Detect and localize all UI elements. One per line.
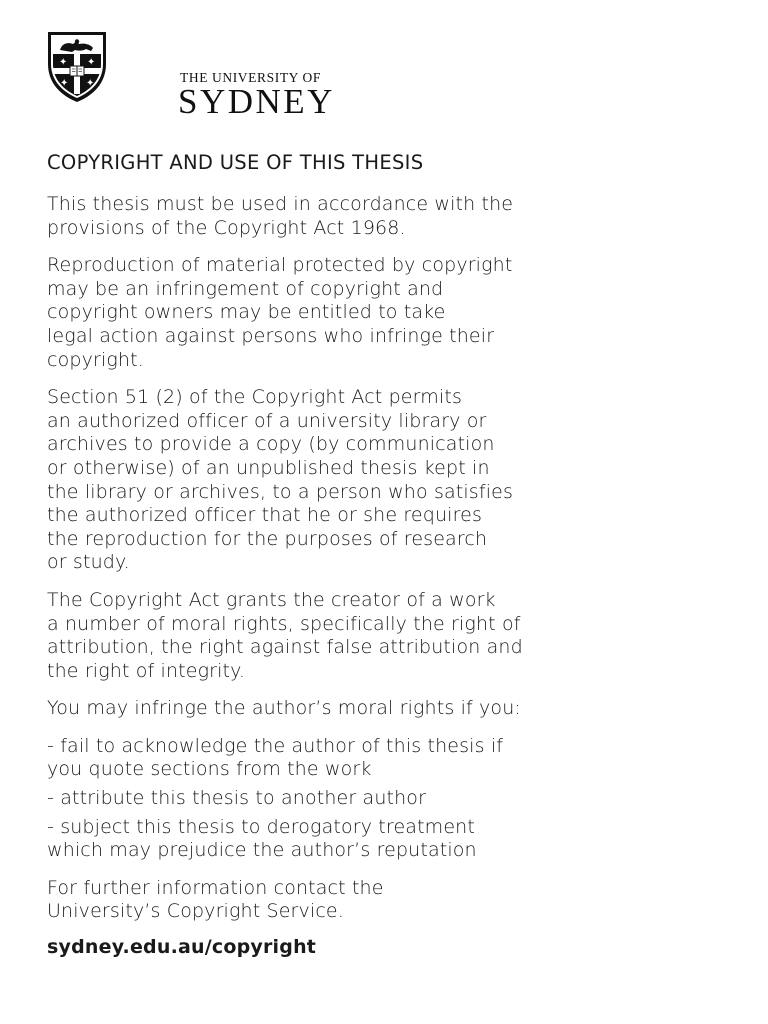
svg-text:✦: ✦	[86, 78, 95, 89]
paragraph-infringe-intro: You may infringe the author’s moral rights if you:	[47, 697, 521, 720]
infringement-list	[47, 735, 737, 863]
document-body	[47, 150, 737, 960]
svg-text:✦: ✦	[60, 78, 69, 89]
contact-paragraph: For further information contact the University’s Copyright Service.	[47, 876, 384, 923]
list-item: - subject this thesis to derogatory treatment which may prejudice the author’s reputation	[47, 815, 477, 862]
university-logo	[46, 30, 406, 121]
paragraph-reproduction: Reproduction of material protected by copyright may be an infringement of copyright and copyright owners may be entitled to take legal action against persons who infringe their copyright.	[47, 254, 513, 371]
paragraph-moral-rights: The Copyright Act grants the creator of a work a number of moral rights, specifically the right of attribution, the right against false attribution and the right of integrity.	[47, 588, 523, 682]
list-item: - attribute this thesis to another author	[47, 787, 427, 810]
svg-text:✦: ✦	[59, 57, 68, 68]
svg-text:✦: ✦	[87, 57, 96, 68]
university-name-line2: SYDNEY	[178, 82, 335, 121]
page-title: COPYRIGHT AND USE OF THIS THESIS	[47, 151, 424, 174]
copyright-url-link[interactable]: sydney.edu.au/copyright	[47, 936, 317, 959]
paragraph-usage: This thesis must be used in accordance with the provisions of the Copyright Act 1968.	[47, 193, 514, 239]
university-crest-icon	[46, 30, 108, 104]
paragraph-section-51: Section 51 (2) of the Copyright Act permits an authorized officer of a university library or archives to provide a copy (by communication or otherwise) of an unpublished thesis kept in the library or archives, to a person who satisfies the authorized officer that he or she requires the reproduction for the purposes of research or study.	[47, 386, 514, 574]
list-item: - fail to acknowledge the author of this thesis if you quote sections from the work	[47, 734, 504, 781]
university-name-line1: THE UNIVERSITY OF	[180, 70, 321, 85]
